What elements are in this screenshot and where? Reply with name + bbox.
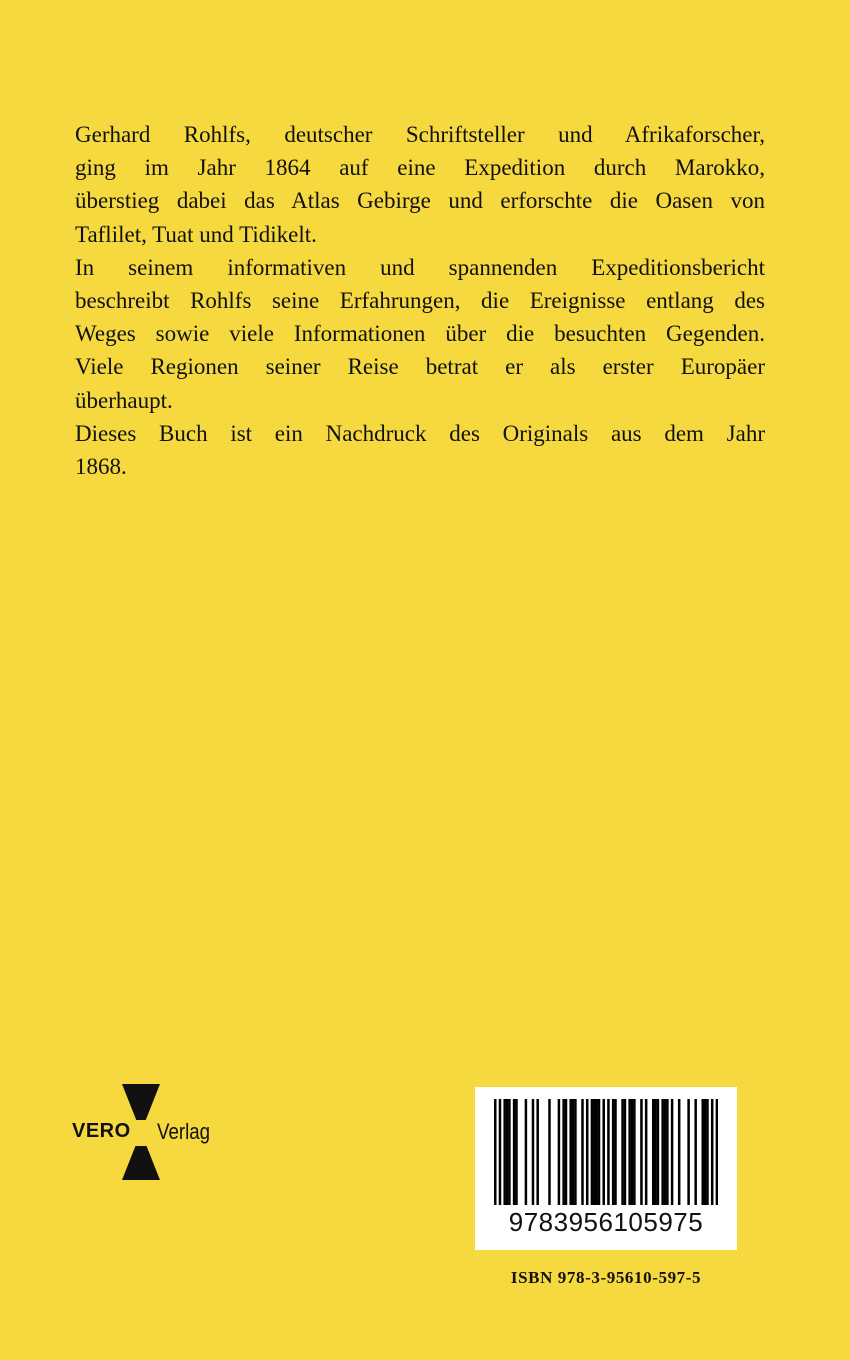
barcode-bar (525, 1099, 528, 1205)
barcode-bar (664, 1099, 667, 1205)
description-line: Viele Regionen seiner Reise betrat er als erster Europäer (75, 354, 765, 380)
barcode-bar (654, 1099, 657, 1205)
barcode-bar (506, 1099, 509, 1205)
description-line: überhaupt. (75, 387, 173, 413)
barcode-bar (548, 1099, 551, 1205)
barcode-bar (513, 1099, 516, 1205)
barcode-bar (657, 1099, 660, 1205)
description-line: Weges sowie viele Informationen über die besuchten Gegenden. (75, 321, 765, 347)
description-line: 1868. (75, 454, 127, 480)
description-line: Dieses Buch ist ein Nachdruck des Originals aus dem Jahr (75, 420, 765, 446)
barcode-bars (494, 1099, 718, 1205)
description-line: Gerhard Rohlfs, deutscher Schriftsteller und Afrikaforscher, (75, 122, 765, 147)
barcode-digits: 9783956105975 (508, 1207, 704, 1237)
barcode-bar (569, 1099, 572, 1205)
description-line: Taflilet, Tuat und Tidikelt. (75, 221, 317, 247)
description-line: ging im Jahr 1864 auf eine Expedition durch Marokko, (75, 155, 765, 181)
barcode-bar (595, 1099, 598, 1205)
description-line: überstieg dabei das Atlas Gebirge und erforschte die Oasen von (75, 188, 765, 214)
description-line: beschreibt Rohlfs seine Erfahrungen, die Ereignisse entlang des (75, 288, 765, 314)
barcode-bar (661, 1099, 664, 1205)
barcode-bar (499, 1099, 502, 1205)
barcode-bar (503, 1099, 506, 1205)
barcode-bar (602, 1099, 605, 1205)
barcode-bar (591, 1099, 594, 1205)
barcode-bar (624, 1099, 627, 1205)
barcode-bar (607, 1099, 610, 1205)
barcode-bar (621, 1099, 624, 1205)
barcode-bar (508, 1099, 511, 1205)
barcode-bar (494, 1099, 497, 1205)
barcode-bar (711, 1099, 714, 1205)
barcode-bar (565, 1099, 568, 1205)
isbn-label: ISBN 978-3-95610-597-5 (510, 1268, 702, 1287)
barcode-bar (666, 1099, 669, 1205)
barcode-bar (536, 1099, 539, 1205)
barcode-bar (640, 1099, 643, 1205)
barcode-bar (687, 1099, 690, 1205)
barcode-bar (652, 1099, 655, 1205)
barcode-bar (558, 1099, 561, 1205)
barcode-bar (572, 1099, 575, 1205)
barcode-bar (586, 1099, 589, 1205)
barcode-bar (581, 1099, 584, 1205)
barcode-bar (671, 1099, 674, 1205)
publisher-logo (72, 1082, 212, 1182)
barcode-bar (593, 1099, 596, 1205)
barcode-bar (706, 1099, 709, 1205)
barcode-bar (694, 1099, 697, 1205)
barcode-bar (562, 1099, 565, 1205)
barcode-bar (612, 1099, 615, 1205)
barcode-bar (701, 1099, 704, 1205)
barcode-bar (515, 1099, 518, 1205)
barcode (475, 1087, 737, 1250)
barcode-bar (532, 1099, 535, 1205)
logo-suffix: Verlag (157, 1119, 211, 1144)
barcode-bar (614, 1099, 617, 1205)
barcode-bar (574, 1099, 577, 1205)
barcode-bar (633, 1099, 636, 1205)
description-line: In seinem informativen und spannenden Expeditionsbericht (75, 254, 765, 280)
barcode-bar (598, 1099, 601, 1205)
barcode-bar (704, 1099, 707, 1205)
back-cover-description (75, 118, 765, 483)
barcode-bar (678, 1099, 681, 1205)
barcode-bar (631, 1099, 634, 1205)
barcode-bar (645, 1099, 648, 1205)
barcode-bar (716, 1099, 718, 1205)
logo-wordmark: VERO (72, 1120, 131, 1142)
barcode-bar (628, 1099, 631, 1205)
